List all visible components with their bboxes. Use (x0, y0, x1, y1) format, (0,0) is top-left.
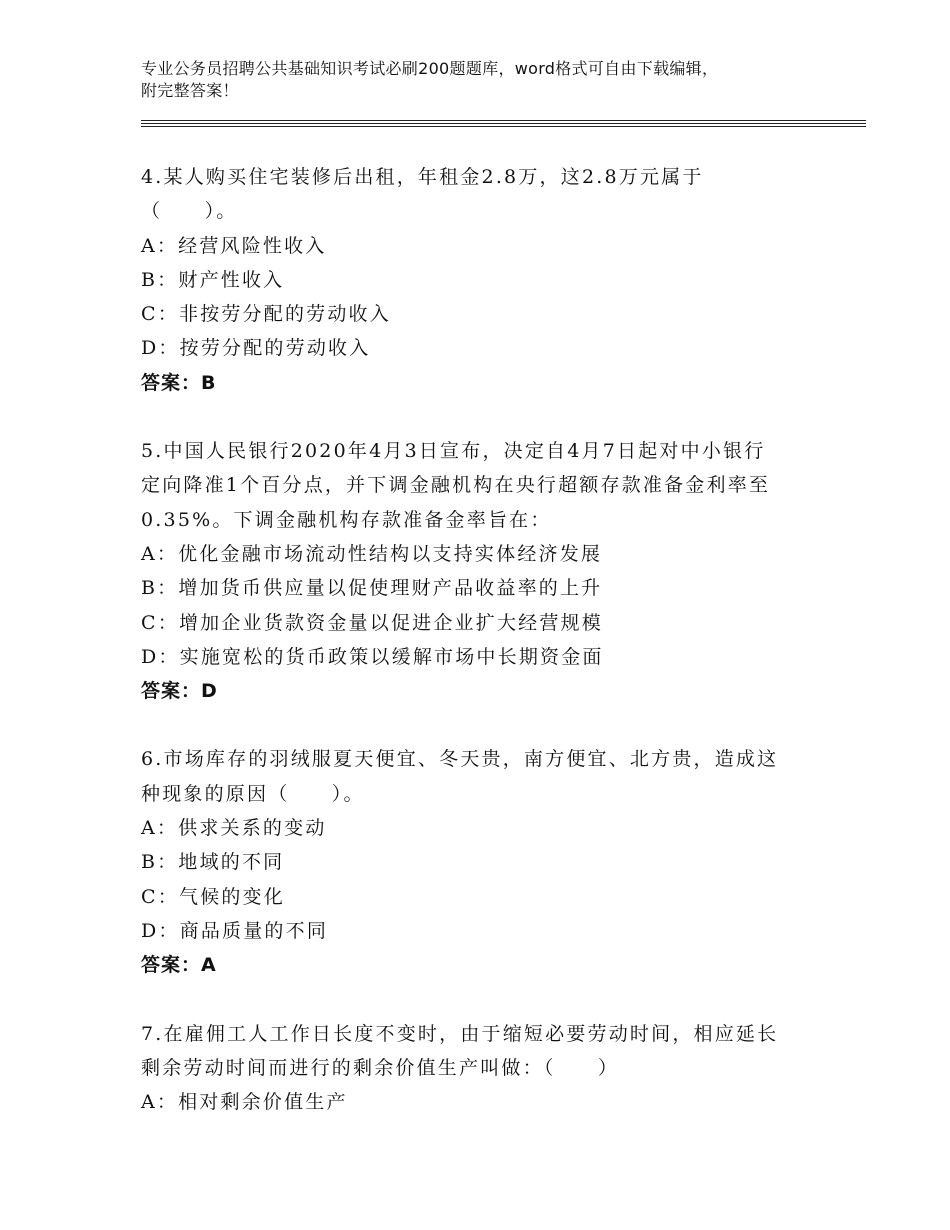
question-text: 4.某人购买住宅装修后出租，年租金2.8万，这2.8万元属于 (141, 166, 704, 188)
question-text: 6.市场库存的羽绒服夏天便宜、冬天贵，南方便宜、北方贵，造成这 (141, 748, 779, 771)
header-divider (141, 120, 866, 121)
question-list (141, 160, 811, 1153)
question-text: 7.在雇佣工人工作日长度不变时，由于缩短必要劳动时间，相应延长 (141, 1022, 779, 1045)
question-4 (141, 160, 811, 400)
option-a: A：供求关系的变动 (141, 817, 327, 840)
question-text: 剩余劳动时间而进行的剩余价值生产叫做：（ ） (141, 1056, 620, 1079)
option-b: B：财产性收入 (141, 268, 285, 291)
option-a: A：经营风险性收入 (141, 234, 327, 257)
question-6 (141, 742, 811, 982)
header-divider (141, 126, 866, 127)
header-line-2: 附完整答案！ (141, 81, 239, 100)
option-b: B：增加货币供应量以促使理财产品收益率的上升 (141, 577, 603, 600)
option-d: D：按劳分配的劳动收入 (141, 337, 371, 360)
option-a: A：优化金融市场流动性结构以支持实体经济发展 (141, 542, 603, 565)
question-text: 0.35%。下调金融机构存款准备金率旨在： (141, 508, 552, 531)
answer-label: 答案：B (141, 371, 217, 394)
option-d: D：商品质量的不同 (141, 919, 329, 942)
option-a: A：相对剩余价值生产 (141, 1091, 348, 1114)
option-c: C：非按劳分配的劳动收入 (141, 303, 391, 326)
option-c: C：气候的变化 (141, 885, 285, 908)
answer-label: 答案：D (141, 680, 218, 703)
option-c: C：增加企业货款资金量以促进企业扩大经营规模 (141, 611, 603, 634)
question-text: 种现象的原因（ ）。 (141, 782, 365, 805)
page-header (141, 58, 841, 102)
question-text: 5.中国人民银行2020年4月3日宣布，决定自4月7日起对中小银行 (141, 440, 766, 463)
option-d: D：实施宽松的货币政策以缓解市场中长期资金面 (141, 645, 604, 668)
option-b: B：地域的不同 (141, 851, 285, 874)
question-7 (141, 1017, 811, 1120)
answer-label: 答案：A (141, 954, 217, 977)
header-line-1: 专业公务员招聘公共基础知识考试必刷200题题库，word格式可自由下载编辑， (141, 59, 719, 78)
question-5 (141, 434, 811, 708)
question-text: 定向降准1个百分点，并下调金融机构在央行超额存款准备金利率至 (141, 474, 771, 497)
question-text: （ ）。 (141, 200, 238, 223)
header-divider (141, 123, 866, 124)
